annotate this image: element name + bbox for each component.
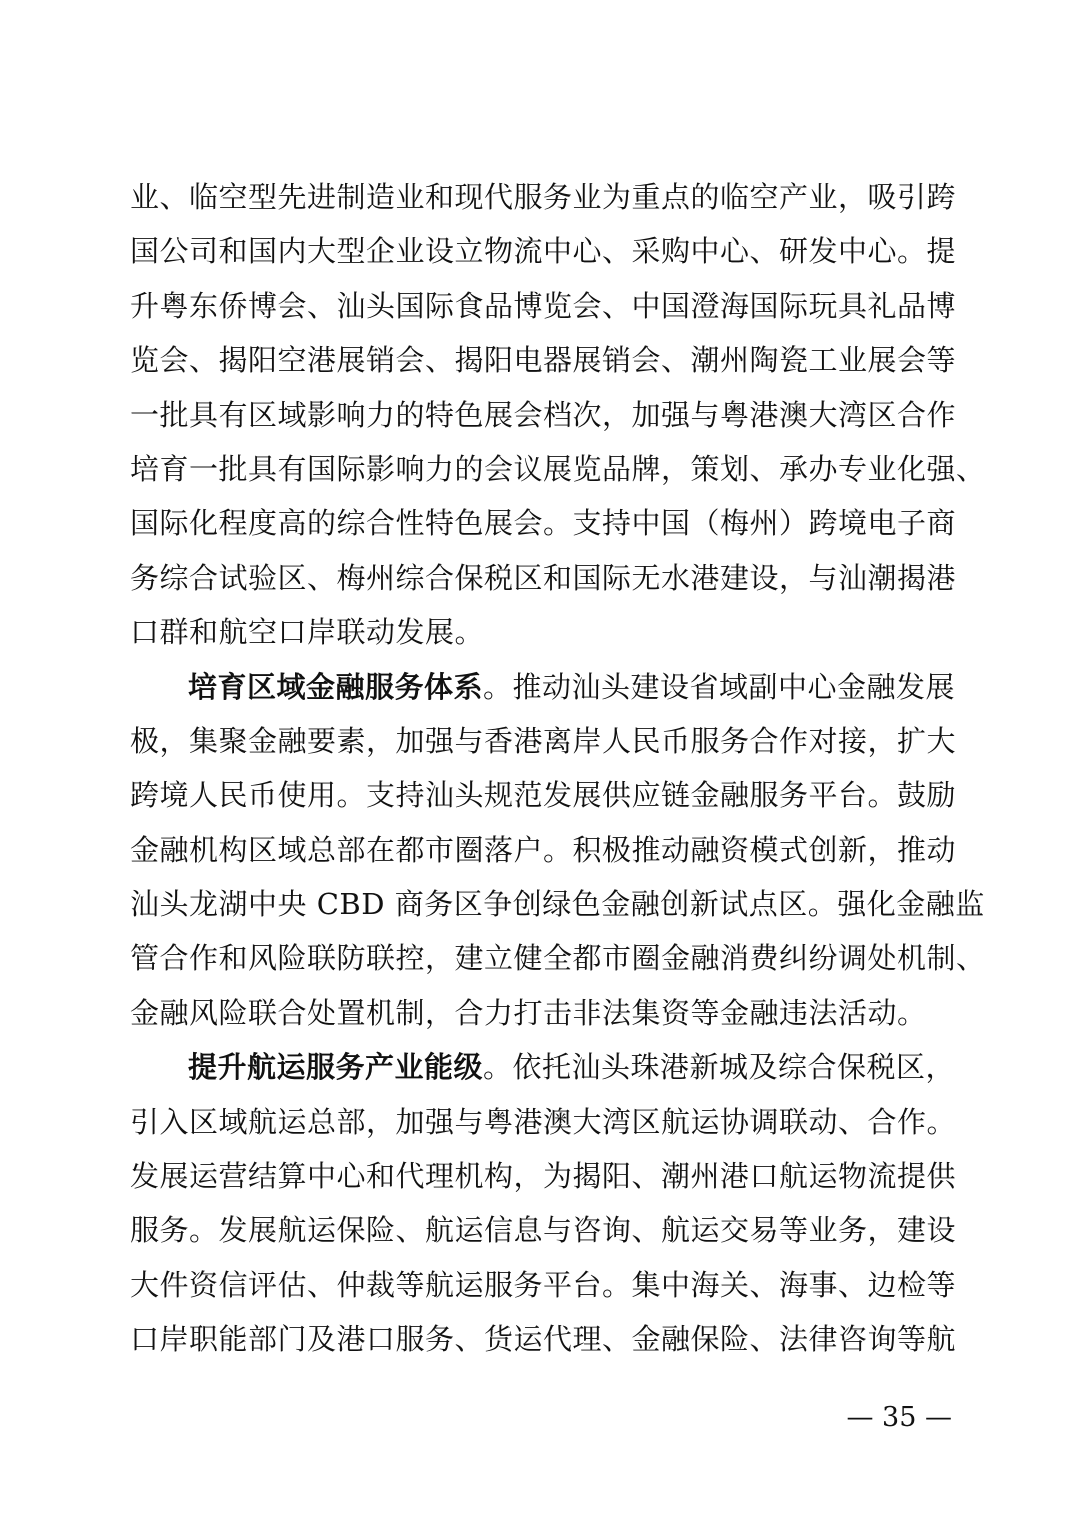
page-number: — 35 — — [846, 1402, 952, 1433]
text-line: 国公司和国内大型企业设立物流中心、采购中心、研发中心。提 — [130, 234, 957, 269]
text-line: 览会、揭阳空港展销会、揭阳电器展销会、潮州陶瓷工业展会等 — [130, 343, 957, 378]
text-line: 大件资信评估、仲裁等航运服务平台。集中海关、海事、边检等 — [130, 1267, 957, 1302]
text-line: 口岸职能部门及港口服务、货运代理、金融保险、法律咨询等航 — [130, 1322, 957, 1357]
text-line: 跨境人民币使用。支持汕头规范发展供应链金融服务平台。鼓励 — [130, 778, 957, 813]
text-line: 升粤东侨博会、汕头国际食品博览会、中国澄海国际玩具礼品博 — [130, 288, 957, 323]
text-line: 口群和航空口岸联动发展。 — [130, 615, 485, 650]
text-run: 。依托汕头珠港新城及综合保税区， — [483, 1050, 956, 1085]
text-line: 金融风险联合处置机制，合力打击非法集资等金融违法活动。 — [130, 995, 927, 1030]
body-text — [130, 170, 986, 1367]
paragraph-2 — [130, 660, 986, 1041]
text-line: 务综合试验区、梅州综合保税区和国际无水港建设，与汕潮揭港 — [130, 560, 957, 595]
paragraph-first-line — [130, 660, 956, 714]
text-line: 业、临空型先进制造业和现代服务业为重点的临空产业，吸引跨 — [130, 180, 957, 214]
text-line: 服务。发展航运保险、航运信息与咨询、航运交易等业务，建设 — [130, 1213, 957, 1248]
paragraph-first-line — [130, 1040, 956, 1094]
text-line: 引入区域航运总部，加强与粤港澳大湾区航运协调联动、合作。 — [130, 1104, 957, 1139]
text-line: 管合作和风险联防联控，建立健全都市圈金融消费纠纷调处机制、 — [130, 941, 986, 976]
text-line: 发展运营结算中心和代理机构，为揭阳、潮州港口航运物流提供 — [130, 1159, 957, 1194]
text-line: 国际化程度高的综合性特色展会。支持中国（梅州）跨境电子商 — [130, 506, 957, 541]
paragraph-1 — [130, 170, 986, 660]
text-line: 培育一批具有国际影响力的会议展览品牌，策划、承办专业化强、 — [130, 451, 986, 486]
text-line: 一批具有区域影响力的特色展会档次，加强与粤港澳大湾区合作 — [130, 397, 957, 432]
section-heading: 提升航运服务产业能级 — [188, 1050, 484, 1085]
text-line: 极，集聚金融要素，加强与香港离岸人民币服务合作对接，扩大 — [130, 723, 957, 758]
section-heading: 培育区域金融服务体系 — [188, 669, 484, 704]
text-line: 汕头龙湖中央 CBD 商务区争创绿色金融创新试点区。强化金融监 — [130, 887, 985, 922]
text-line: 金融机构区域总部在都市圈落户。积极推动融资模式创新，推动 — [130, 832, 957, 867]
text-run: 。推动汕头建设省域副中心金融发展 — [483, 669, 956, 704]
paragraph-3 — [130, 1040, 957, 1366]
